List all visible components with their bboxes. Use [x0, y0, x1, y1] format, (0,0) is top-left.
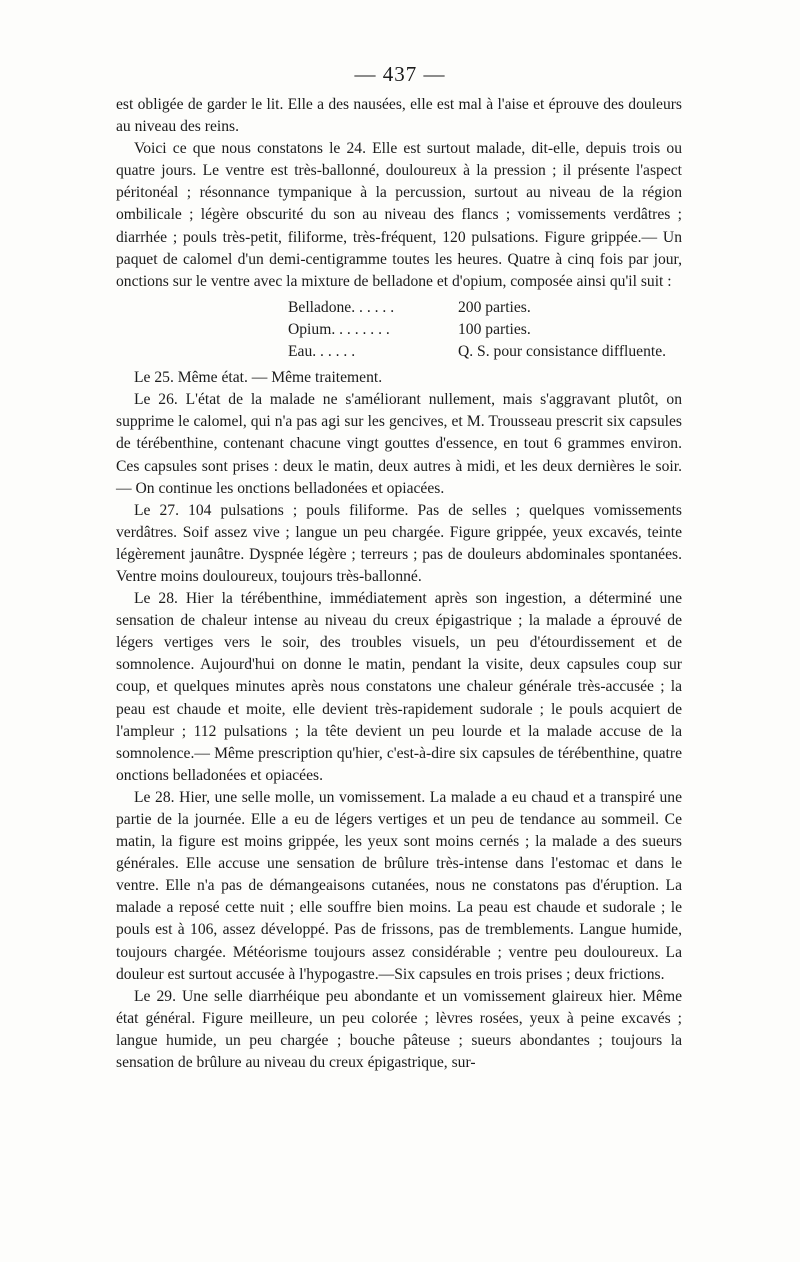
recipe-ingredient: Eau. . . . . .: [288, 343, 356, 361]
recipe-row: [288, 297, 666, 319]
recipe-table: [288, 297, 666, 363]
recipe-quantity: 100 parties.: [458, 320, 531, 338]
page-number: — 437 —: [354, 62, 446, 86]
paragraph: Voici ce que nous constatons le 24. Elle est surtout malade, dit-elle, depuis trois ou quatre jours. Le ventre est très-ballonné, douloureux à la pression ; il présente l'aspect péritonéal ; résonnance tympanique à la percussion, surtout au niveau de la région ombilicale ; légère obscurité du son au niveau des flancs ; vomissements verdâtres ; diarrhée ; pouls très-petit, filiforme, très-fréquent, 120 pulsations. Figure grippée.— Un paquet de calomel d'un demi-centigramme toutes les heures. Quatre à cinq fois par jour, onctions sur le ventre avec la mixture de belladone et d'opium, composée ainsi qu'il suit :: [116, 140, 682, 290]
paragraph: Le 27. 104 pulsations ; pouls filiforme. Pas de selles ; quelques vomissements verdâtres. Soif assez vive ; langue un peu chargée. Figure grippée, yeux excavés, teinte légèrement jaunâtre. Dyspnée légère ; terreurs ; pas de douleurs abdominales spontanées. Ventre moins douloureux, toujours très-ballonné.: [116, 501, 682, 585]
recipe-quantity: Q. S. pour consistance diffluente.: [458, 343, 667, 361]
paragraph: Le 26. L'état de la malade ne s'améliorant nullement, mais s'aggravant plutôt, on supprime le calomel, qui n'a pas agi sur les gencives, et M. Trousseau prescrit six capsules de térébenthine, contenant chacune vingt gouttes d'essence, en tout 6 grammes environ. Ces capsules sont prises : deux le matin, deux autres à midi, et les deux dernières le soir. — On continue les onctions belladonées et opiacées.: [116, 391, 682, 497]
body-text: [116, 94, 682, 1074]
recipe-row: [288, 319, 666, 341]
paragraph: est obligée de garder le lit. Elle a des nausées, elle est mal à l'aise et éprouve des douleurs au niveau des reins.: [116, 96, 682, 136]
recipe-ingredient: Belladone. . . . . .: [288, 298, 395, 316]
paragraph: Le 25. Même état. — Même traitement.: [134, 369, 383, 387]
recipe-ingredient: Opium. . . . . . . .: [288, 320, 390, 338]
paragraph: Le 28. Hier la térébenthine, immédiatement après son ingestion, a déterminé une sensation de chaleur intense au niveau du creux épigastrique ; la malade a éprouvé de légers vertiges vers le soir, des troubles visuels, un peu d'étourdissement et de somnolence. Aujourd'hui on donne le matin, pendant la visite, deux capsules coup sur coup, et quelques minutes après nous constatons une chaleur générale très-accusée ; la peau est chaude et moite, elle devient très-rapidement sudorale ; le pouls acquiert de l'ampleur ; 112 pulsations ; la tête devient un peu lourde et la malade accuse de la somnolence.— Même prescription qu'hier, c'est-à-dire six capsules de térébenthine, quatre onctions belladonées et opiacées.: [116, 590, 682, 784]
paragraph: Le 28. Hier, une selle molle, un vomissement. La malade a eu chaud et a transpiré une partie de la journée. Elle a eu de légers vertiges et un peu de tendance au sommeil. Ce matin, la figure est moins grippée, les yeux sont moins cernés ; la malade a des sueurs générales. Elle accuse une sensation de brûlure très-intense dans l'estomac et dans le ventre. Elle n'a pas de démangeaisons cutanées, nous ne constatons pas d'éruption. La malade a reposé cette nuit ; elle souffre bien moins. La peau est chaude et sudorale ; le pouls est à 106, assez développé. Pas de frissons, pas de tremblements. Langue humide, toujours chargée. Météorisme toujours assez considérable ; ventre peu douloureux. La douleur est surtout accusée à l'hypogastre.—Six capsules en trois prises ; deux frictions.: [116, 788, 682, 983]
recipe-row: [288, 341, 666, 363]
paragraph: Le 29. Une selle diarrhéique peu abondante et un vomissement glaireux hier. Même état général. Figure meilleure, un peu colorée ; lèvres rosées, yeux à peine excavés ; langue humide, un peu chargée ; bouche pâteuse ; sueurs abondantes ; toujours la sensation de brûlure au niveau du creux épigastrique, sur-: [116, 987, 682, 1072]
recipe-quantity: 200 parties.: [458, 298, 531, 316]
